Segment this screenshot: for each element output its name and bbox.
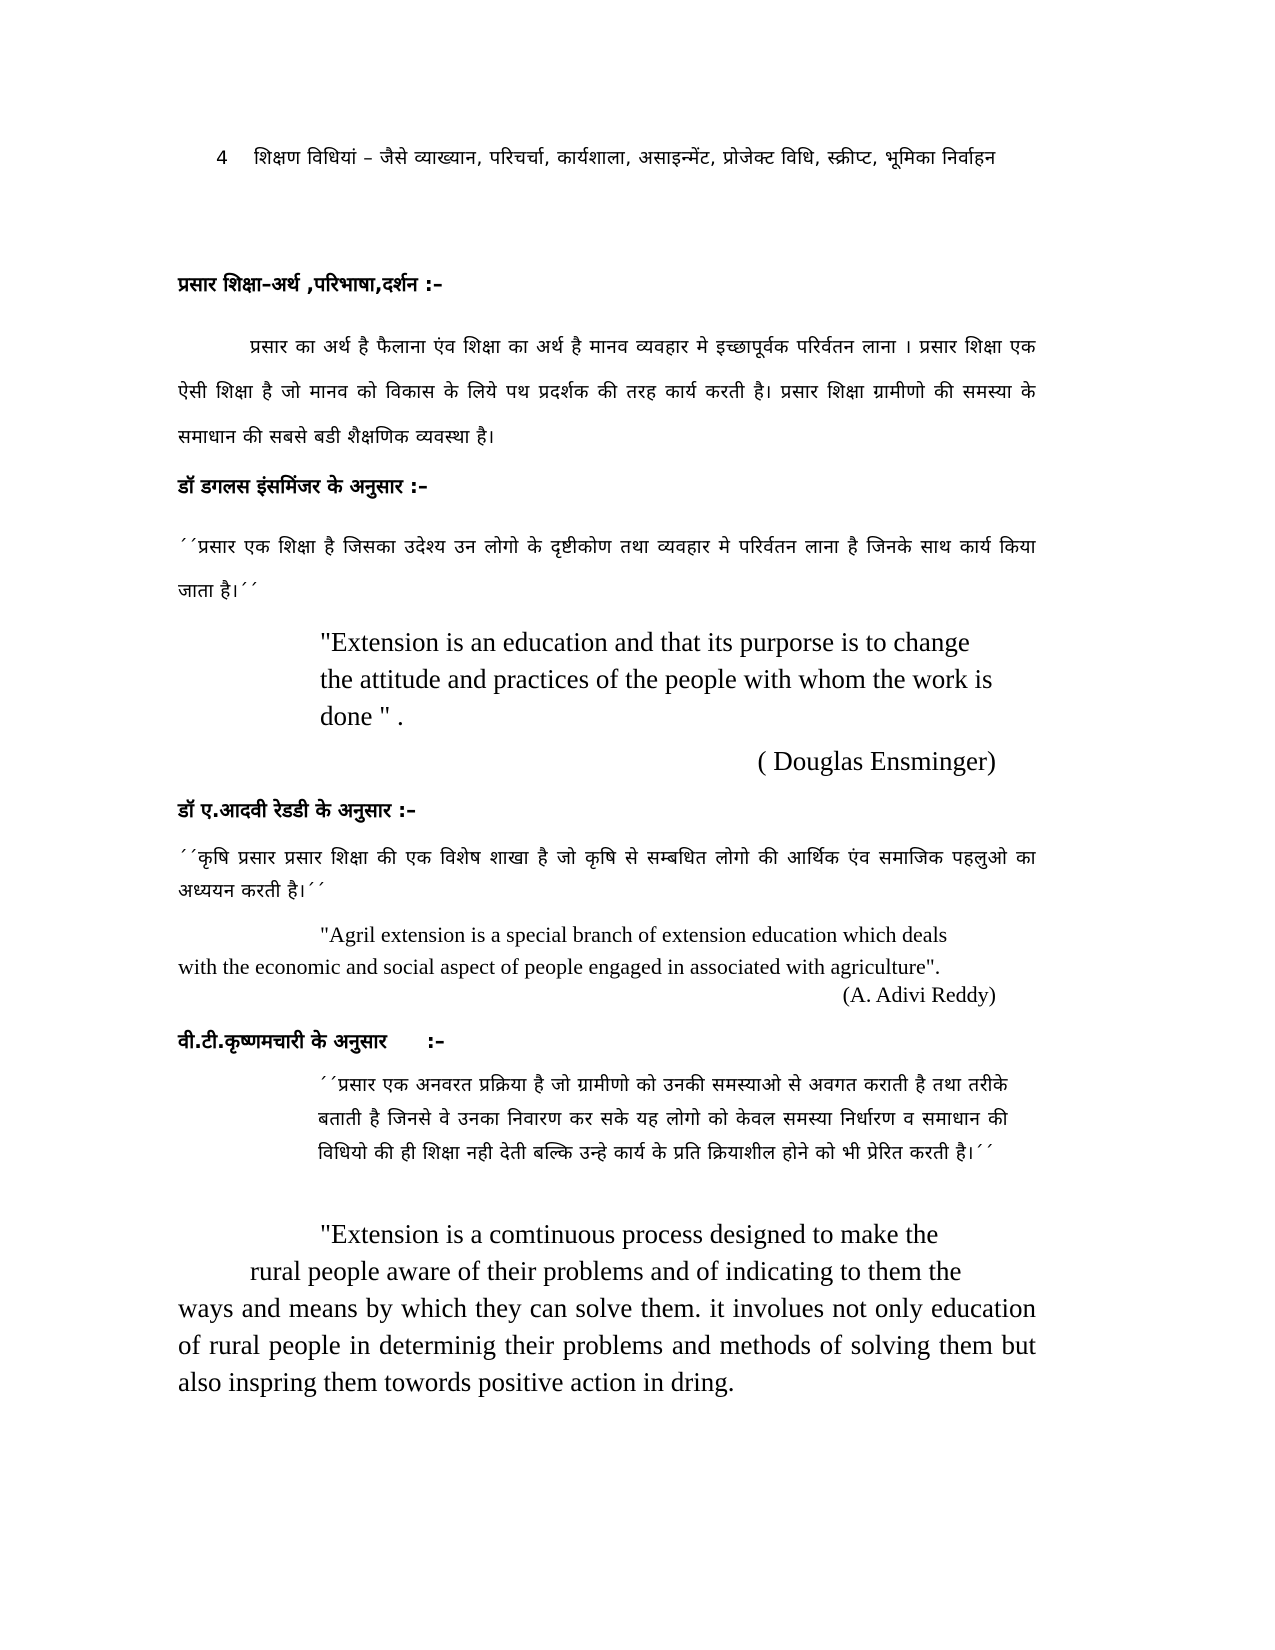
quote-reddy-hindi: ´´कृषि प्रसार प्रसार शिक्षा की एक विशेष शाखा है जो कृषि से सम्बधित लोगो की आर्थिक एंव समाजिक पहलुओ का अध्ययन करती है।´´	[178, 847, 1036, 902]
citation-douglas: ( Douglas Ensminger)	[757, 746, 996, 776]
quote-krishnamachari-english	[178, 1216, 1036, 1401]
quote-reddy-english-line1-text: "Agril extension is a special branch of extension education which deals	[320, 922, 948, 947]
quote-douglas-hindi: ´´प्रसार एक शिक्षा है जिसका उदेश्य उन लोगो के दृष्टीकोण तथा व्यवहार मे परिर्वतन लाना है जिनके साथ कार्य किया जाता है।´´	[178, 536, 1036, 602]
citation-reddy: (A. Adivi Reddy)	[842, 982, 996, 1007]
quote-reddy-english-line2: with the economic and social aspect of people engaged in associated with agriculture".	[178, 954, 941, 979]
list-number: 4	[216, 147, 229, 169]
quote-krishnamachari-english-line2: rural people aware of their problems and of indicating to them the	[250, 1256, 962, 1286]
quote-krishnamachari-english-line1: "Extension is a comtinuous process designed to make the	[320, 1219, 939, 1249]
quote-douglas-english: "Extension is an education and that its purporse is to change the attitude and practices of the people with whom the work is done " .	[320, 627, 993, 731]
list-item-teaching-methods	[216, 142, 1036, 175]
section-heading-extension-education: प्रसार शिक्षा–अर्थ ,परिभाषा,दर्शन :–	[178, 272, 443, 296]
heading-separator: :–	[426, 1029, 445, 1053]
paragraph-extension-meaning: प्रसार का अर्थ है फैलाना एंव शिक्षा का अर्थ है मानव व्यवहार मे इच्छापूर्वक परिर्वतन लाना । प्रसार शिक्षा एक ऐसी शिक्षा है जो मानव को विकास के लिये पथ प्रदर्शक की तरह कार्य करती है। प्रसार शिक्षा ग्रामीणो की समस्या के समाधान की सबसे बडी शैक्षणिक व्यवस्था है।	[178, 336, 1036, 448]
quote-reddy-english	[178, 919, 1036, 983]
quote-krishnamachari-hindi: ´´प्रसार एक अनवरत प्रक्रिया है जो ग्रामीणो को उनकी समस्याओ से अवगत कराती है तथा तरीके बताती है जिनसे वे उनका निवारण कर सके यह लोगो को केवल समस्या निर्धारण व समाधान की विधियो की ही शिक्षा नही देती बल्कि उन्हे कार्य के प्रति क्रियाशील होने को भी प्रेरित करती है।´´	[318, 1074, 1008, 1164]
quote-krishnamachari-english-rest: ways and means by which they can solve them. it involues not only education of rural people in determinig their problems and methods of solving them but also inspring them towords positive action in dring.	[178, 1293, 1036, 1397]
quote-reddy-english-line1	[178, 919, 1036, 951]
heading-krishnamachari	[178, 1027, 445, 1054]
list-item-text: शिक्षण विधियां – जैसे व्याख्यान, परिचर्चा, कार्यशाला, असाइन्मेंट, प्रोजेक्ट विधि, स्क्रीप्ट, भूमिका निर्वाहन	[254, 147, 996, 169]
heading-krishnamachari-text: वी.टी.कृष्णमचारी के अनुसार	[178, 1029, 387, 1053]
heading-adivi-reddy: डॉ ए.आदवी रेडडी के अनुसार :–	[178, 798, 417, 822]
heading-douglas-ensminger: डॉ डगलस इंसमिंजर के अनुसार :–	[178, 474, 428, 498]
